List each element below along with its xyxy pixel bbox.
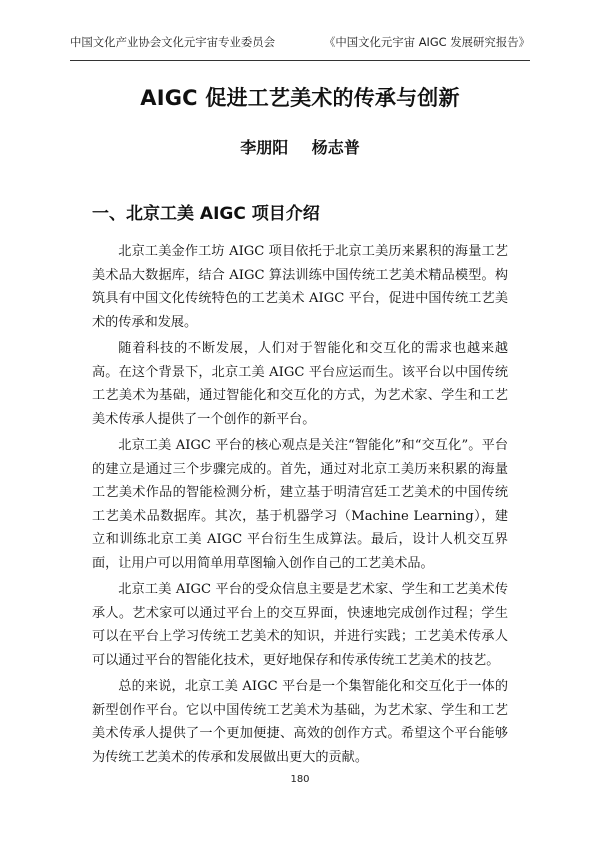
article-authors: 李朋阳 杨志普 xyxy=(240,138,360,157)
body-paragraph-1: 北京工美金作工坊 AIGC 项目依托于北京工美历来累积的海量工艺美术品大数据库，结合 AIGC 算法训练中国传统工艺美术精品模型。构筑具有中国文化传统特色的工艺美术 AIGC 平台，促进中国传统工艺美术的传承和发展。 xyxy=(92,244,508,330)
running-header xyxy=(70,34,530,61)
body-paragraph-3: 北京工美 AIGC 平台的核心观点是关注“智能化”和“交互化”。平台的建立是通过三个步骤完成的。首先，通过对北京工美历来积累的海量工艺美术作品的智能检测分析，建立基于明清宫廷工艺美术的中国传统工艺美术品数据库。其次，基于机器学习（Machine Learning），建立和训练北京工美 AIGC 平台衍生生成算法。最后，设计人机交互界面，让用户可以用简单用草图输入创作自己的工艺美术品。 xyxy=(92,438,508,571)
article-body xyxy=(92,240,508,772)
header-organization: 中国文化产业协会文化元宇宙专业委员会 xyxy=(70,35,276,49)
body-paragraph-4: 北京工美 AIGC 平台的受众信息主要是艺术家、学生和工艺美术传承人。艺术家可以通过平台上的交互界面，快速地完成创作过程；学生可以在平台上学习传统工艺美术的知识，并进行实践；工艺美术传承人可以通过平台的智能化技术，更好地保存和传承传统工艺美术的技艺。 xyxy=(92,582,508,668)
body-paragraph-2: 随着科技的不断发展，人们对于智能化和交互化的需求也越来越高。在这个背景下，北京工美 AIGC 平台应运而生。该平台以中国传统工艺美术为基础，通过智能化和交互化的方式，为艺术家、学生和工艺美术传承人提供了一个创作的新平台。 xyxy=(92,341,508,427)
page-number: 180 xyxy=(290,774,310,785)
header-report-title: 《中国文化元宇宙 AIGC 发展研究报告》 xyxy=(323,35,530,49)
article-title: AIGC 促进工艺美术的传承与创新 xyxy=(140,86,460,110)
section-heading: 一、北京工美 AIGC 项目介绍 xyxy=(92,204,320,224)
body-paragraph-5: 总的来说，北京工美 AIGC 平台是一个集智能化和交互化于一体的新型创作平台。它以中国传统工艺美术为基础，为艺术家、学生和工艺美术传承人提供了一个更加便捷、高效的创作方式。希望这个平台能够为传统工艺美术的传承和发展做出更大的贡献。 xyxy=(92,679,508,765)
